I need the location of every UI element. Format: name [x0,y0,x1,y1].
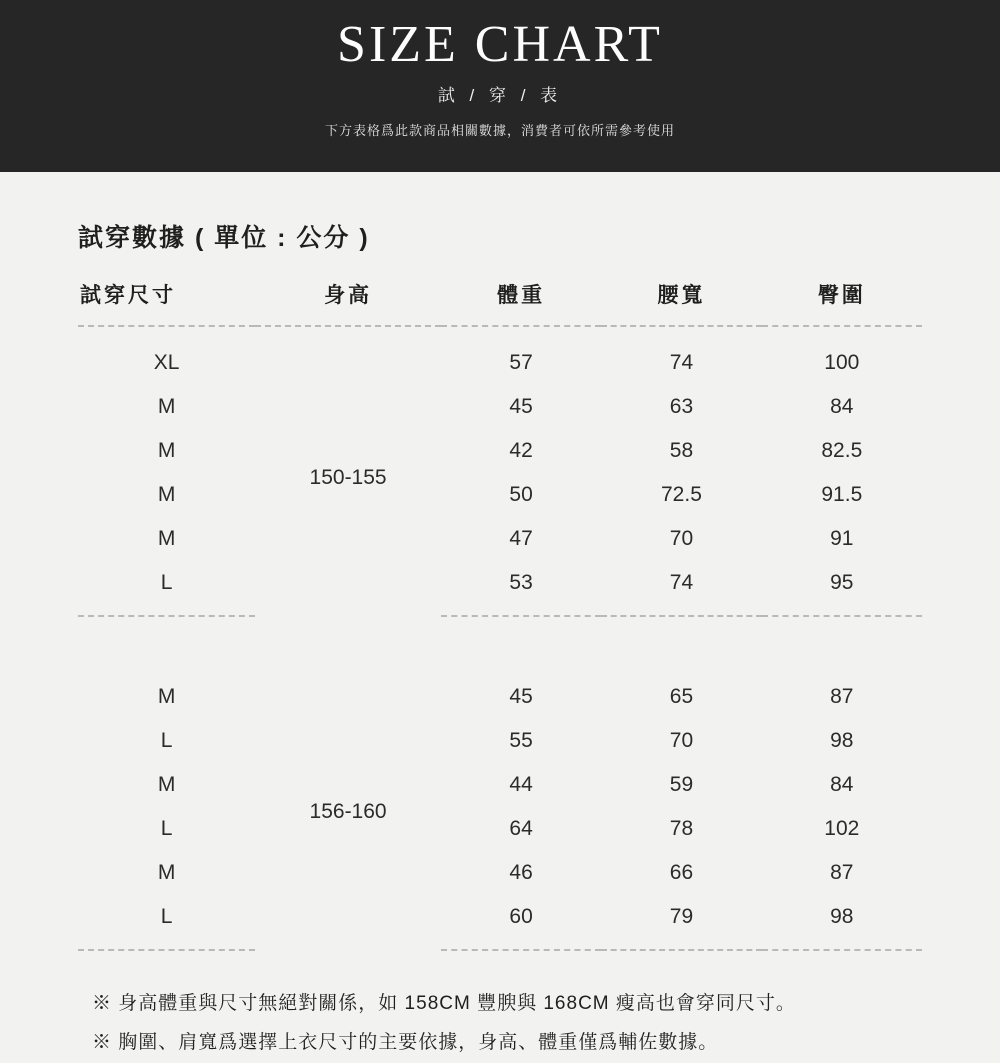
cell-weight: 42 [509,438,533,462]
column-header-hip: 臀圍 [762,278,922,326]
cell-weight: 57 [509,350,533,374]
cell-hip: 82.5 [821,438,863,462]
table-row [78,719,922,763]
cell-weight: 53 [441,561,601,616]
cell-size: M [157,482,176,506]
cell-size: M [157,684,176,708]
cell-weight: 55 [509,728,533,752]
cell-height: 150-155 [309,466,387,490]
cell-weight: 64 [509,816,533,840]
page-title: SIZE CHART [337,16,663,73]
cell-hip: 100 [824,350,860,374]
table-row [78,807,922,851]
cell-hip: 98 [830,728,854,752]
column-header-height: 身高 [255,278,441,326]
cell-waist: 79 [601,895,761,950]
cell-hip: 102 [824,816,860,840]
cell-weight: 46 [509,860,533,884]
cell-waist: 58 [669,438,694,462]
table-row [78,326,922,385]
cell-weight: 47 [509,526,533,550]
cell-size: M [157,772,176,796]
cell-height: 156-160 [309,800,387,824]
cell-weight: 50 [509,482,533,506]
section-title: 試穿數據 ( 單位 : 公分 ) [78,224,370,252]
table-row [78,561,922,616]
footnotes [78,985,922,1063]
cell-waist: 70 [669,526,694,550]
page-subtitle: 試 / 穿 / 表 [437,85,563,105]
footnote-2: ※ 胸圍、肩寬爲選擇上衣尺寸的主要依據，身高、體重僅爲輔佐數據。 [92,1031,719,1053]
cell-waist: 63 [669,394,694,418]
cell-size: M [157,526,176,550]
table-row [78,895,922,950]
column-header-waist: 腰寬 [601,278,761,326]
cell-size: L [78,561,255,616]
footnote-1: ※ 身高體重與尺寸無絕對關係，如 158CM 豐腴與 168CM 瘦高也會穿同尺寸。 [92,993,796,1014]
cell-weight: 45 [509,394,533,418]
cell-hip: 84 [830,394,854,418]
cell-size: XL [153,350,180,374]
cell-hip: 84 [830,772,854,796]
header-band [0,0,1000,172]
table-header [78,278,922,326]
cell-weight: 44 [509,772,533,796]
cell-size: M [157,438,176,462]
main-content [0,218,1000,1063]
cell-waist: 74 [601,561,761,616]
table-row [78,429,922,473]
column-header-size: 試穿尺寸 [78,278,255,326]
cell-hip: 98 [762,895,922,950]
cell-weight: 60 [441,895,601,950]
cell-hip: 87 [830,684,854,708]
table-row [78,385,922,429]
cell-waist: 59 [669,772,694,796]
table-body [78,326,922,950]
table-group-spacer [78,616,922,661]
column-header-weight: 體重 [441,278,601,326]
table-row [78,661,922,719]
cell-weight: 45 [509,684,533,708]
cell-hip: 87 [830,860,854,884]
table-row [78,851,922,895]
table-row [78,763,922,807]
cell-waist: 66 [669,860,694,884]
table-row [78,473,922,517]
cell-size: M [157,394,176,418]
cell-waist: 70 [669,728,694,752]
cell-hip: 95 [762,561,922,616]
table-row [78,517,922,561]
cell-waist: 78 [669,816,694,840]
header-note: 下方表格爲此款商品相關數據，消費者可依所需參考使用 [324,122,675,138]
cell-size: L [160,728,173,752]
cell-size: L [78,895,255,950]
size-chart-table [78,278,922,951]
cell-hip: 91 [830,526,854,550]
cell-waist: 65 [669,684,694,708]
cell-hip: 91.5 [821,482,863,506]
cell-size: M [157,860,176,884]
cell-size: L [160,816,173,840]
cell-waist: 74 [669,350,694,374]
cell-waist: 72.5 [661,482,702,506]
